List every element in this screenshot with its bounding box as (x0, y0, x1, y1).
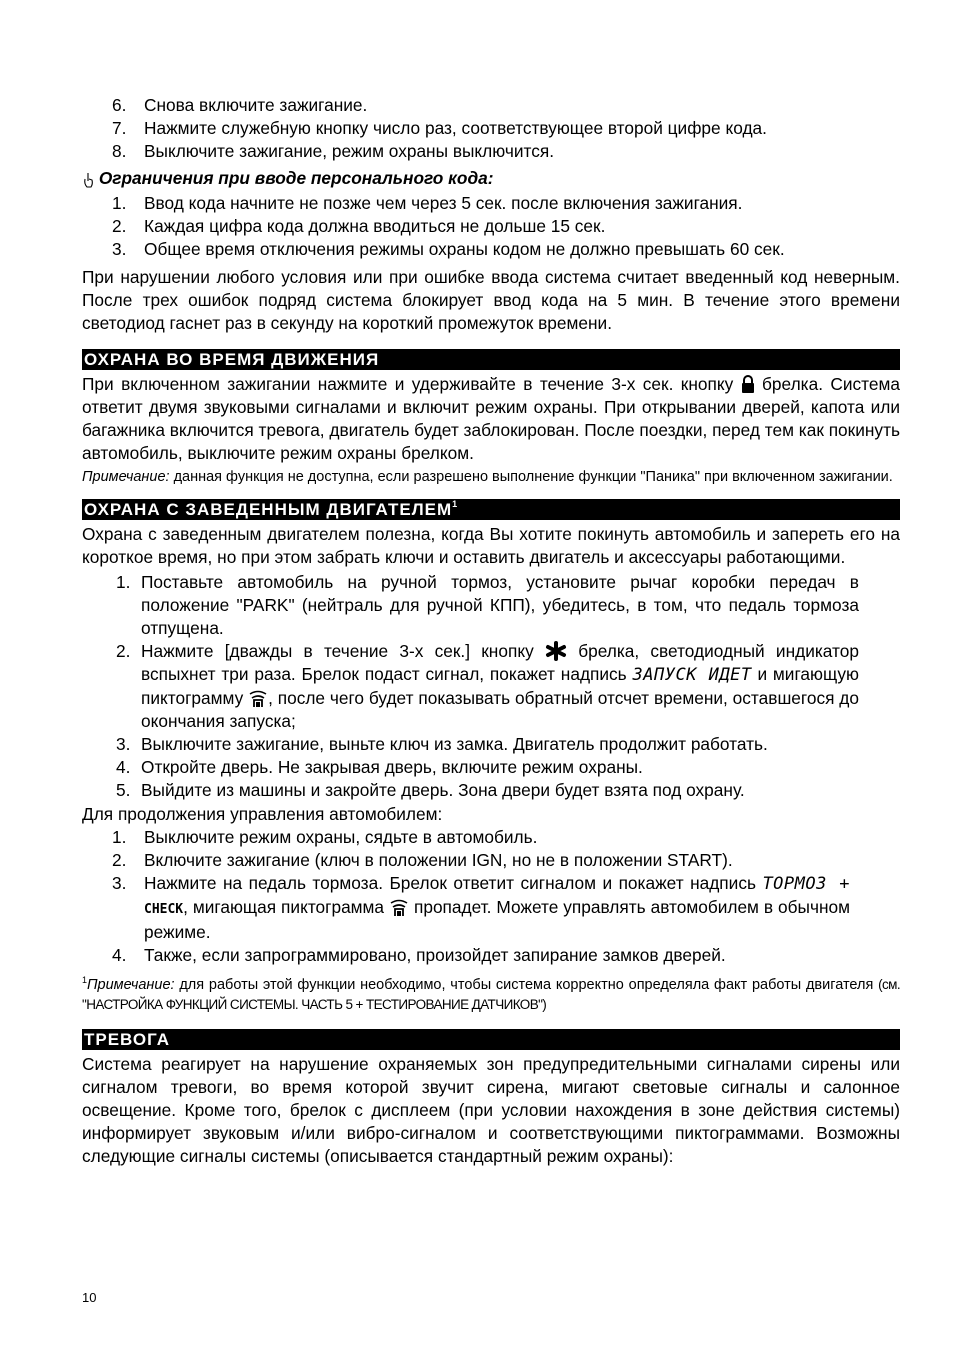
violation-paragraph: При нарушении любого условия или при ошибке ввода система считает введенный код неверным. После трех ошибок подряд система блокирует ввод кода на 5 мин. В течение этого времени светодиод гаснет раз в секунду на короткий промежуток времени. (82, 267, 900, 333)
section-header-alarm: ТРЕВОГА (82, 1029, 900, 1050)
footnote: $^1$Примечание: для работы этой функции необходимо, чтобы система корректно определяла факт работы двигателя (см. "НАСТРОЙКА ФУНКЦИЙ СИСТЕМЫ. ЧАСТЬ 5 + ТЕСТИРОВАНИЕ ДАТЧИКОВ") (82, 975, 901, 1012)
list-item: 3. Нажмите на педаль тормоза. Брелок ответит сигналом и покажет надпись ТОРМОЗ + CHECK, мигающая пиктограмма пропадет. Можете управлять автомобилем в обычном режиме. (112, 873, 850, 942)
restrictions-title: Ограничения при вводе персонального кода: (98, 168, 494, 188)
lcd-text-start: ЗАПУСК ИДЕТ (632, 665, 752, 685)
list-item: 8. Выключите зажигание, режим охраны выключится. (112, 141, 555, 161)
continue-list (82, 826, 900, 967)
engine-start-icon (389, 897, 409, 917)
list-item: 3. Выключите зажигание, выньте ключ из замка. Двигатель продолжит работать. (116, 734, 768, 754)
lcd-check-label: CHECK (144, 902, 184, 917)
alarm-paragraph: Система реагирует на нарушение охраняемых зон предупредительными сигналами сирены или сигналом тревоги, во время которой звучит сирена, мигают световые сигналы и салонное освещение. Кроме того, брелок с дисплеем (при условии нахождения в зоне действия системы) информирует звуковым и/или вибро-сигналом и соответствующими пиктограммами. Возможны следующие сигналы системы (описывается стандартный режим охраны): (82, 1053, 900, 1166)
list-item: 1. Поставьте автомобиль на ручной тормоз, установите рычаг коробки передач в положение "PARK" (нейтраль для ручной КПП), убедитесь, в том, что педаль тормоза отпущена. (116, 572, 859, 638)
lock-icon (741, 375, 755, 394)
engine-start-icon (248, 688, 268, 708)
list-item: 4. Откройте дверь. Не закрывая дверь, включите режим охраны. (116, 757, 643, 777)
list-item: 5. Выйдите из машины и закройте дверь. Зона двери будет взята под охрану. (116, 780, 745, 800)
list-item: 7. Нажмите служебную кнопку число раз, соответствующее второй цифре кода. (112, 118, 767, 138)
list-item: 6. Снова включите зажигание. (112, 95, 368, 115)
list-item: 2. Нажмите [дважды в течение 3-х сек.] кнопку брелка, светодиодный индикатор вспыхнет три раза. Брелок подаст сигнал, покажет надпись ЗАПУСК ИДЕТ и мигающую пиктограмму , после чего будет показывать обратный отсчет времени, оставшегося до окончания запуска; (116, 641, 859, 731)
steps-list-top (82, 94, 900, 163)
section-header-engine-running: ОХРАНА С ЗАВЕДЕННЫМ ДВИГАТЕЛЕМ$^1$ (82, 499, 900, 520)
driving-note: Примечание: данная функция не доступна, если разрешено выполнение функции "Паника" при включенном зажигании. (82, 469, 893, 485)
list-item: 1. Выключите режим охраны, сядьте в автомобиль. (112, 827, 538, 847)
list-item: 3. Общее время отключения режимы охраны кодом не должно превышать 60 сек. (112, 239, 785, 259)
continue-line: Для продолжения управления автомобилем: (82, 804, 443, 824)
list-item: 1. Ввод кода начните не позже чем через 5 сек. после включения зажигания. (112, 193, 743, 213)
list-item: 2. Каждая цифра кода должна вводиться не дольше 15 сек. (112, 216, 606, 236)
list-item: 4. Также, если запрограммировано, произойдет запирание замков дверей. (112, 945, 726, 965)
page-number: 10 (82, 1290, 97, 1305)
list-item: 2. Включите зажигание (ключ в положении IGN, но не в положении START). (112, 850, 733, 870)
lcd-text-brake: ТОРМОЗ + (762, 874, 850, 894)
section-header-driving: ОХРАНА ВО ВРЕМЯ ДВИЖЕНИЯ (82, 349, 900, 370)
pointing-hand-icon (82, 172, 94, 188)
restrictions-list (82, 192, 900, 261)
engine-steps-list (82, 571, 900, 802)
engine-intro: Охрана с заведенным двигателем полезна, когда Вы хотите покинуть автомобиль и запереть его на короткое время, но при этом забрать ключи и оставить двигатель и аксессуары работающими. (82, 524, 900, 567)
driving-paragraph: При включенном зажигании нажмите и удерживайте в течение 3-х сек. кнопку брелка. Система ответит двумя звуковыми сигналами и включит режим охраны. При открывании дверей, капота или багажника включится тревога, двигатель будет заблокирован. После поездки, перед тем как покинуть автомобиль, выключите режим охраны брелком. (82, 374, 900, 463)
asterisk-icon (545, 641, 567, 661)
restrictions-heading (82, 167, 900, 190)
